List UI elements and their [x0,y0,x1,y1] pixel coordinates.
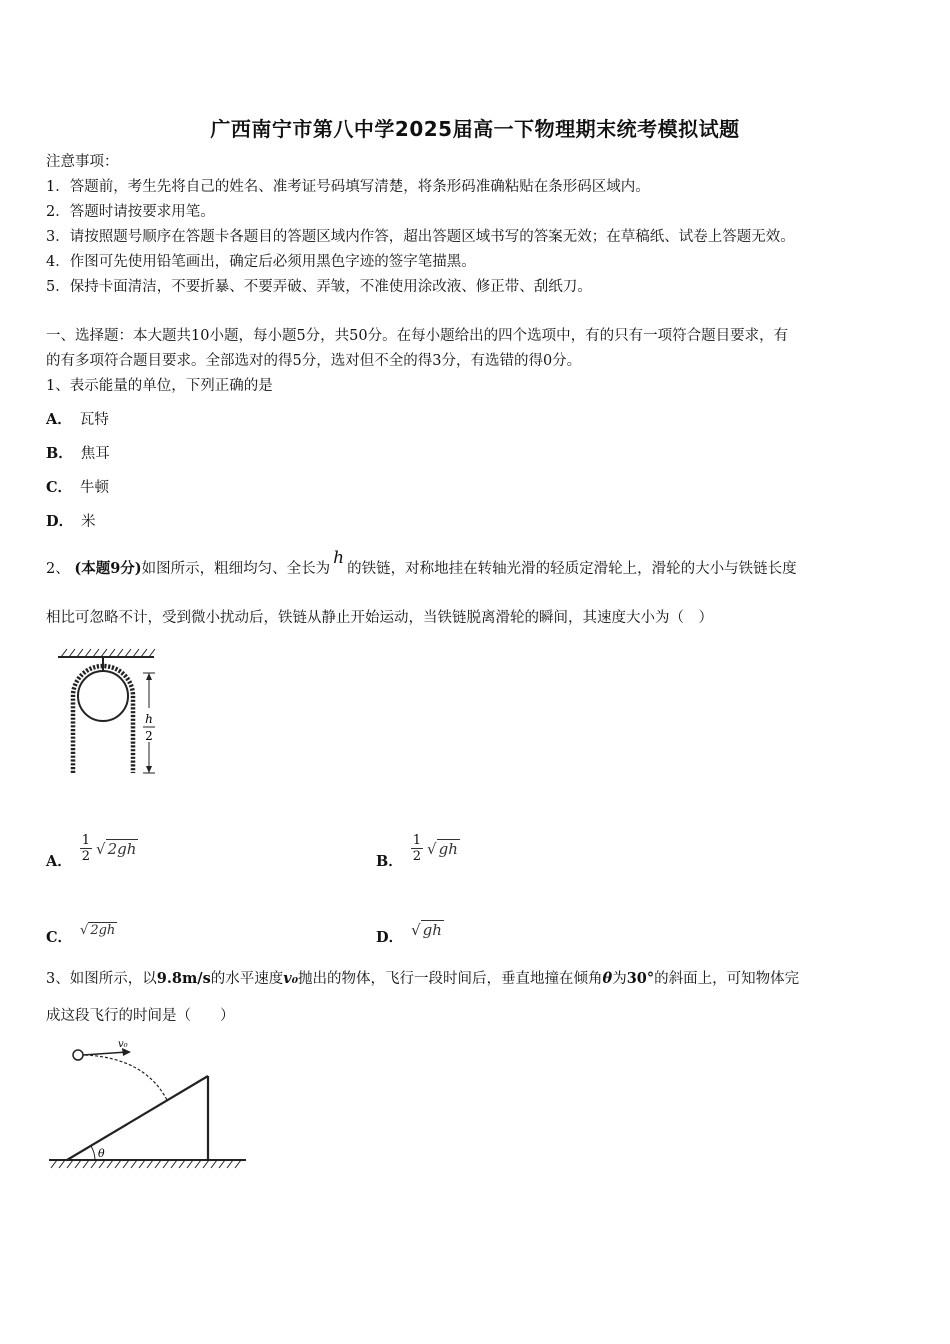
fig-theta-label: θ [98,1147,105,1160]
notice-item-3: 3．请按照题号顺序在答题卡各题目的答题区域内作答，超出答题区域书写的答案无效；在草稿纸、试卷上答题无效。 [46,229,795,245]
option-label: A． [46,411,72,428]
question-1-option-a [46,410,109,430]
radicand: gh [422,921,442,939]
question-3-theta: θ [602,970,613,987]
question-1-option-b [46,444,110,464]
fraction [411,833,423,864]
option-label: C． [46,479,73,496]
question-3-angle: 30° [626,970,655,987]
option-label: B． [376,853,403,870]
option-label: C． [46,929,73,946]
notice-item-5: 5．保持卡面清洁，不要折暴、不要弄破、弄皱，不准使用涂改液、修正带、刮纸刀。 [46,279,592,295]
pulley-wheel [78,671,128,721]
option-label: A． [46,853,72,870]
sqrt: √ 2gh [80,922,116,938]
fraction-numerator: 1 [412,833,422,848]
radicand: gh [438,840,458,858]
question-3-stem-b: 的水平速度 [210,971,284,987]
variable-h: h [333,548,345,568]
option-label: B． [46,445,73,462]
trajectory [85,1055,167,1100]
ground-hatch [51,1160,241,1168]
velocity-arrow [83,1052,127,1055]
incline-surface [67,1076,208,1160]
radicand: 2gh [107,840,137,858]
option-text: 牛顿 [80,480,110,496]
page-title: 广西南宁市第八中学2025届高一下物理期末统考模拟试题 [210,117,740,141]
question-1-option-d [46,512,96,532]
option-label: D． [46,513,74,530]
question-1-option-c [46,478,109,498]
fig-v0-label: v₀ [118,1039,128,1050]
section-1-intro-line-1: 一、选择题：本大题共10小题，每小题5分，共50分。在每小题给出的四个选项中，有的只有一项符合题目要求，有 [46,328,789,344]
question-2-option-c [46,912,117,947]
section-1-intro-line-2: 的有多项符合题目要求。全部选对的得5分，选对但不全的得3分，有选错的得0分。 [46,353,582,369]
question-3-stem-e: 的斜面上，可知物体完 [654,971,800,987]
dimension-arrow-up [146,673,152,680]
notice-item-2: 2．答题时请按要求用笔。 [46,204,215,220]
angle-arc [91,1146,95,1160]
sqrt: √ 2gh [96,840,137,858]
option-text: 米 [81,514,96,530]
ceiling-hatch [61,649,155,657]
option-text: 焦耳 [80,446,110,462]
question-3-speed: 9.8m/s [156,970,211,987]
question-3-stem-a: 3、如图所示，以 [46,971,157,987]
sqrt: √ gh [427,840,458,858]
fig-label-2: 2 [145,729,153,743]
question-2-option-b [376,826,460,871]
notice-heading: 注意事项： [46,154,119,170]
dimension-arrow-down [146,766,152,773]
question-2-option-a [46,826,138,871]
question-2-stem-line-1 [46,548,797,579]
question-3-stem-d: 为 [612,971,627,987]
fraction-denominator: 2 [412,849,422,864]
fig-label-h: h [145,712,153,726]
question-2-stem-a: 如图所示，粗细均匀、全长为 [141,561,331,577]
question-3-stem-line-2: 成这段飞行的时间是（ ） [46,1008,235,1024]
fraction-denominator: 2 [81,849,91,864]
pulley-chain-figure [55,645,165,780]
question-3-stem-c: 抛出的物体，飞行一段时间后，垂直地撞在倾角 [298,971,603,987]
question-1-stem: 1、表示能量的单位，下列正确的是 [46,378,273,394]
notice-item-4: 4．作图可先使用铅笔画出，确定后必须用黑色字迹的签字笔描黑。 [46,254,476,270]
question-2-option-d [376,912,444,947]
option-text: 瓦特 [79,412,109,428]
question-2-number: 2、 [46,561,70,577]
fraction [80,833,92,864]
question-3-stem-line-1 [46,969,799,989]
radicand: 2gh [90,922,116,938]
sqrt: √ gh [411,921,442,939]
option-label: D． [376,929,404,946]
incline-projectile-figure [45,1036,250,1176]
question-2-stem-line-2: 相比可忽略不计，受到微小扰动后，铁链从静止开始运动，当铁链脱离滑轮的瞬间，其速度大小为（ ） [46,610,713,626]
ball [73,1050,83,1060]
question-3-v0: v₀ [283,970,299,987]
question-2-score: (本题9分) [74,560,142,577]
question-2-stem-b: 的铁链，对称地挂在转轴光滑的轻质定滑轮上，滑轮的大小与铁链长度 [347,561,797,577]
notice-item-1: 1．答题前，考生先将自己的姓名、准考证号码填写清楚，将条形码准确粘贴在条形码区域内。 [46,179,650,195]
fraction-numerator: 1 [81,833,91,848]
